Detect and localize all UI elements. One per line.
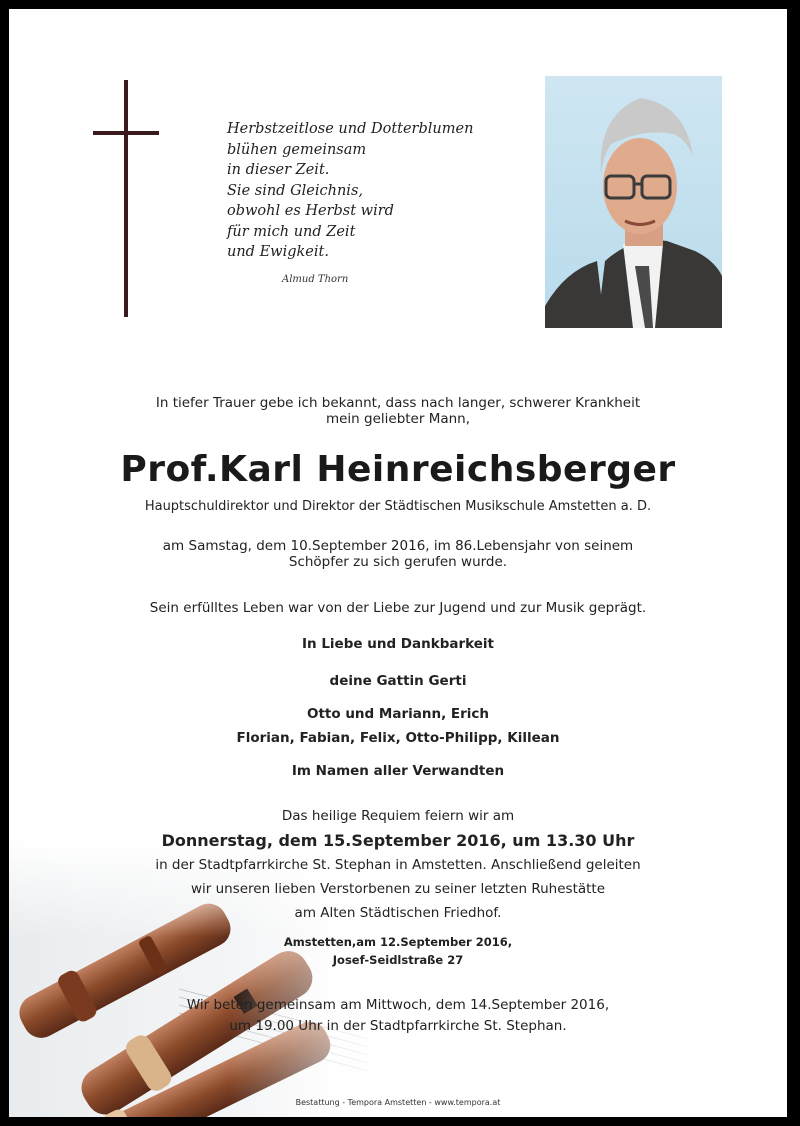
mourners-wife: deine Gattin Gerti bbox=[329, 673, 467, 689]
requiem-datetime: Donnerstag, dem 15.September 2016, um 13.30 Uhr bbox=[161, 831, 635, 850]
death-line-1: am Samstag, dem 10.September 2016, im 86.Lebensjahr von seinem bbox=[162, 538, 634, 554]
poem-line: obwohl es Herbst wird bbox=[227, 203, 394, 219]
poem-line: in dieser Zeit. bbox=[227, 162, 330, 178]
death-line-2: Schöpfer zu sich gerufen wurde. bbox=[288, 554, 508, 570]
intro-line-1: In tiefer Trauer gebe ich bekannt, dass nach langer, schwerer Krankheit bbox=[155, 395, 641, 411]
deceased-name: Prof.Karl Heinreichsberger bbox=[120, 449, 676, 490]
place-date-line-1: Amstetten,am 12.September 2016, bbox=[283, 935, 513, 949]
poem-author: Almud Thorn bbox=[282, 274, 349, 285]
poem bbox=[227, 119, 473, 263]
portrait-photo bbox=[545, 76, 722, 328]
requiem-line-1: in der Stadtpfarrkirche St. Stephan in Amstetten. Anschließend geleiten bbox=[155, 857, 641, 873]
mourners-grandchildren: Florian, Fabian, Felix, Otto-Philipp, Killean bbox=[236, 730, 560, 746]
obituary-page bbox=[9, 9, 787, 1117]
requiem-line-3: am Alten Städtischen Friedhof. bbox=[294, 905, 502, 921]
life-statement: Sein erfülltes Leben war von der Liebe zur Jugend und zur Musik geprägt. bbox=[149, 600, 647, 616]
mourners-relatives: Im Namen aller Verwandten bbox=[291, 763, 505, 779]
deceased-title: Hauptschuldirektor und Direktor der Städtischen Musikschule Amstetten a. D. bbox=[144, 499, 652, 514]
footer-credit: Bestattung - Tempora Amstetten - www.tempora.at bbox=[295, 1098, 501, 1107]
poem-line: für mich und Zeit bbox=[227, 223, 356, 240]
poem-line: Sie sind Gleichnis, bbox=[227, 182, 363, 199]
poem-line: und Ewigkeit. bbox=[227, 244, 329, 260]
prayer-line-2: um 19.00 Uhr in der Stadtpfarrkirche St. Stephan. bbox=[229, 1018, 567, 1034]
cross-icon-bar bbox=[93, 131, 159, 135]
mourners-heading: In Liebe und Dankbarkeit bbox=[301, 636, 494, 652]
intro-line-2: mein geliebter Mann, bbox=[325, 411, 471, 427]
prayer-line-1: Wir beten gemeinsam am Mittwoch, dem 14.September 2016, bbox=[186, 997, 610, 1013]
poem-line: blühen gemeinsam bbox=[227, 141, 367, 158]
requiem-line-2: wir unseren lieben Verstorbenen zu seiner letzten Ruhestätte bbox=[190, 881, 606, 897]
mourners-children: Otto und Mariann, Erich bbox=[306, 706, 490, 722]
place-date-line-2: Josef-Seidlstraße 27 bbox=[332, 953, 464, 967]
requiem-intro: Das heilige Requiem feiern wir am bbox=[281, 808, 515, 824]
poem-line: Herbstzeitlose und Dotterblumen bbox=[227, 121, 474, 137]
cross-icon bbox=[124, 80, 128, 317]
